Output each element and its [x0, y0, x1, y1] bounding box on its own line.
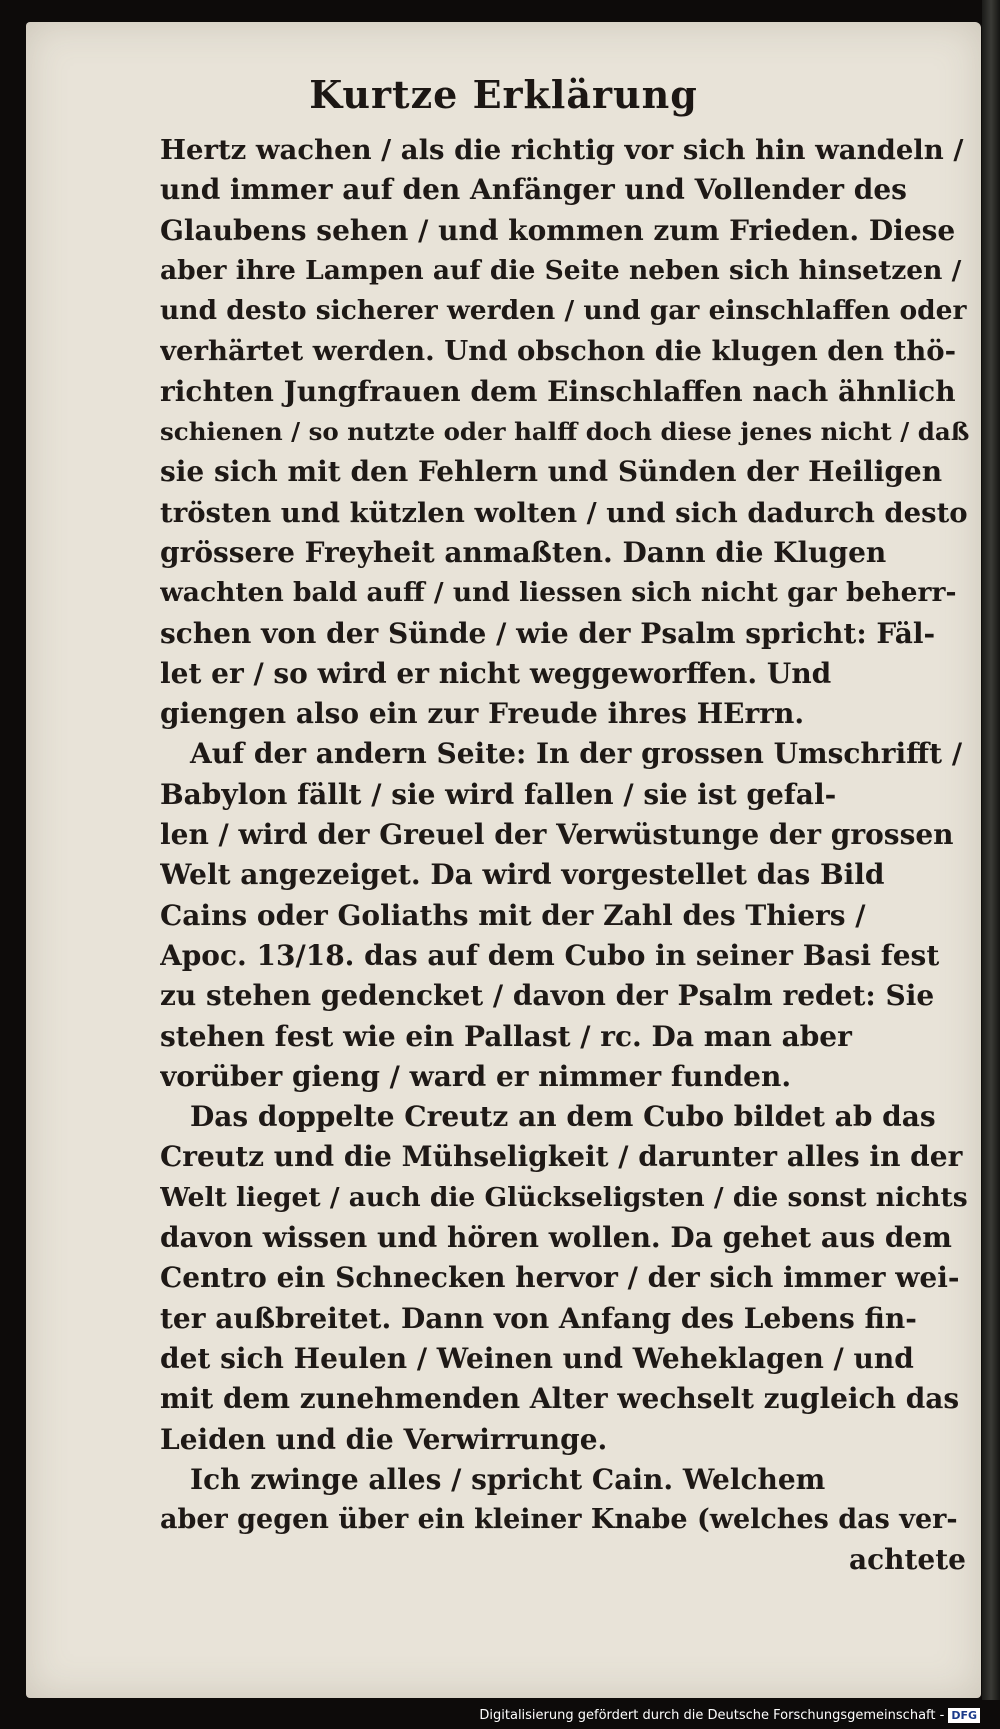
- text-line: verhärtet werden. Und obschon die klugen den thö-: [160, 335, 957, 368]
- text-line: Centro ein Schnecken hervor / der sich immer wei-: [160, 1261, 960, 1295]
- text-line: Leiden und die Verwirrunge.: [160, 1422, 608, 1456]
- text-line: aber ihre Lampen auf die Seite neben sich hinsetzen /: [160, 254, 962, 286]
- text-line: ter außbreitet. Dann von Anfang des Lebens fin-: [160, 1301, 917, 1335]
- text-line: schienen / so nutzte oder halff doch diese jenes nicht / daß: [160, 417, 970, 447]
- text-line: Auf der andern Seite: In der grossen Umschrifft /: [190, 737, 963, 771]
- catchword: achtete: [848, 1543, 966, 1577]
- text-line: schen von der Sünde / wie der Psalm spricht: Fäl-: [160, 616, 936, 650]
- text-line: Cains oder Goliaths mit der Zahl des Thiers /: [160, 898, 866, 932]
- text-line: Apoc. 13/18. das auf dem Cubo in seiner Basi fest: [160, 938, 940, 972]
- text-line: len / wird der Greuel der Verwüstunge der grossen: [160, 818, 954, 852]
- text-line: grössere Freyheit anmaßten. Dann die Klugen: [160, 535, 887, 569]
- text-line: und desto sicherer werden / und gar einschlaffen oder: [160, 295, 967, 327]
- text-line: sie sich mit den Fehlern und Sünden der Heiligen: [160, 455, 943, 489]
- footer-text: Digitalisierung gefördert durch die Deutsche Forschungsgemeinschaft -: [479, 1708, 945, 1723]
- text-line: und immer auf den Anfänger und Vollender des: [160, 173, 907, 207]
- text-line: Creutz und die Mühseligkeit / darunter alles in der: [160, 1140, 963, 1174]
- text-line: aber gegen über ein kleiner Knabe (welches das ver-: [160, 1504, 958, 1536]
- text-line: vorüber gieng / ward er nimmer funden.: [160, 1059, 792, 1093]
- text-line: Glaubens sehen / und kommen zum Frieden. Diese: [160, 213, 956, 247]
- text-line: det sich Heulen / Weinen und Weheklagen / und: [160, 1341, 914, 1375]
- text-block: [160, 130, 970, 1581]
- text-line: Babylon fällt / sie wird fallen / sie ist gefal-: [160, 777, 837, 811]
- text-line: richten Jungfrauen dem Einschlaffen nach ähnlich: [160, 374, 956, 408]
- text-line: davon wissen und hören wollen. Da gehet aus dem: [160, 1221, 952, 1255]
- dfg-logo: DFG: [948, 1708, 980, 1723]
- text-line: let er / so wird er nicht weggeworffen. Und: [160, 656, 832, 690]
- page-header: Kurtze Erklärung: [309, 72, 698, 117]
- text-line: Welt angezeiget. Da wird vorgestellet das Bild: [160, 858, 885, 892]
- text-line: mit dem zunehmenden Alter wechselt zugleich das: [160, 1382, 960, 1416]
- text-line: wachten bald auff / und liessen sich nicht gar beherr-: [160, 577, 957, 609]
- text-line: Hertz wachen / als die richtig vor sich hin wandeln /: [160, 134, 964, 166]
- text-line: zu stehen gedencket / davon der Psalm redet: Sie: [160, 979, 935, 1013]
- text-line: Ich zwinge alles / spricht Cain. Welchem: [190, 1462, 826, 1496]
- book-page: [26, 22, 981, 1698]
- text-line: giengen also ein zur Freude ihres HErrn.: [160, 697, 805, 731]
- text-line: stehen fest wie ein Pallast / rc. Da man aber: [160, 1019, 852, 1053]
- book-spine: [982, 0, 1000, 1700]
- text-line: Das doppelte Creutz an dem Cubo bildet ab das: [190, 1100, 936, 1134]
- text-line: trösten und kützlen wolten / und sich dadurch desto: [160, 496, 968, 529]
- text-line: Welt lieget / auch die Glückseligsten / die sonst nichts: [160, 1181, 968, 1213]
- footer-credit: [479, 1708, 980, 1723]
